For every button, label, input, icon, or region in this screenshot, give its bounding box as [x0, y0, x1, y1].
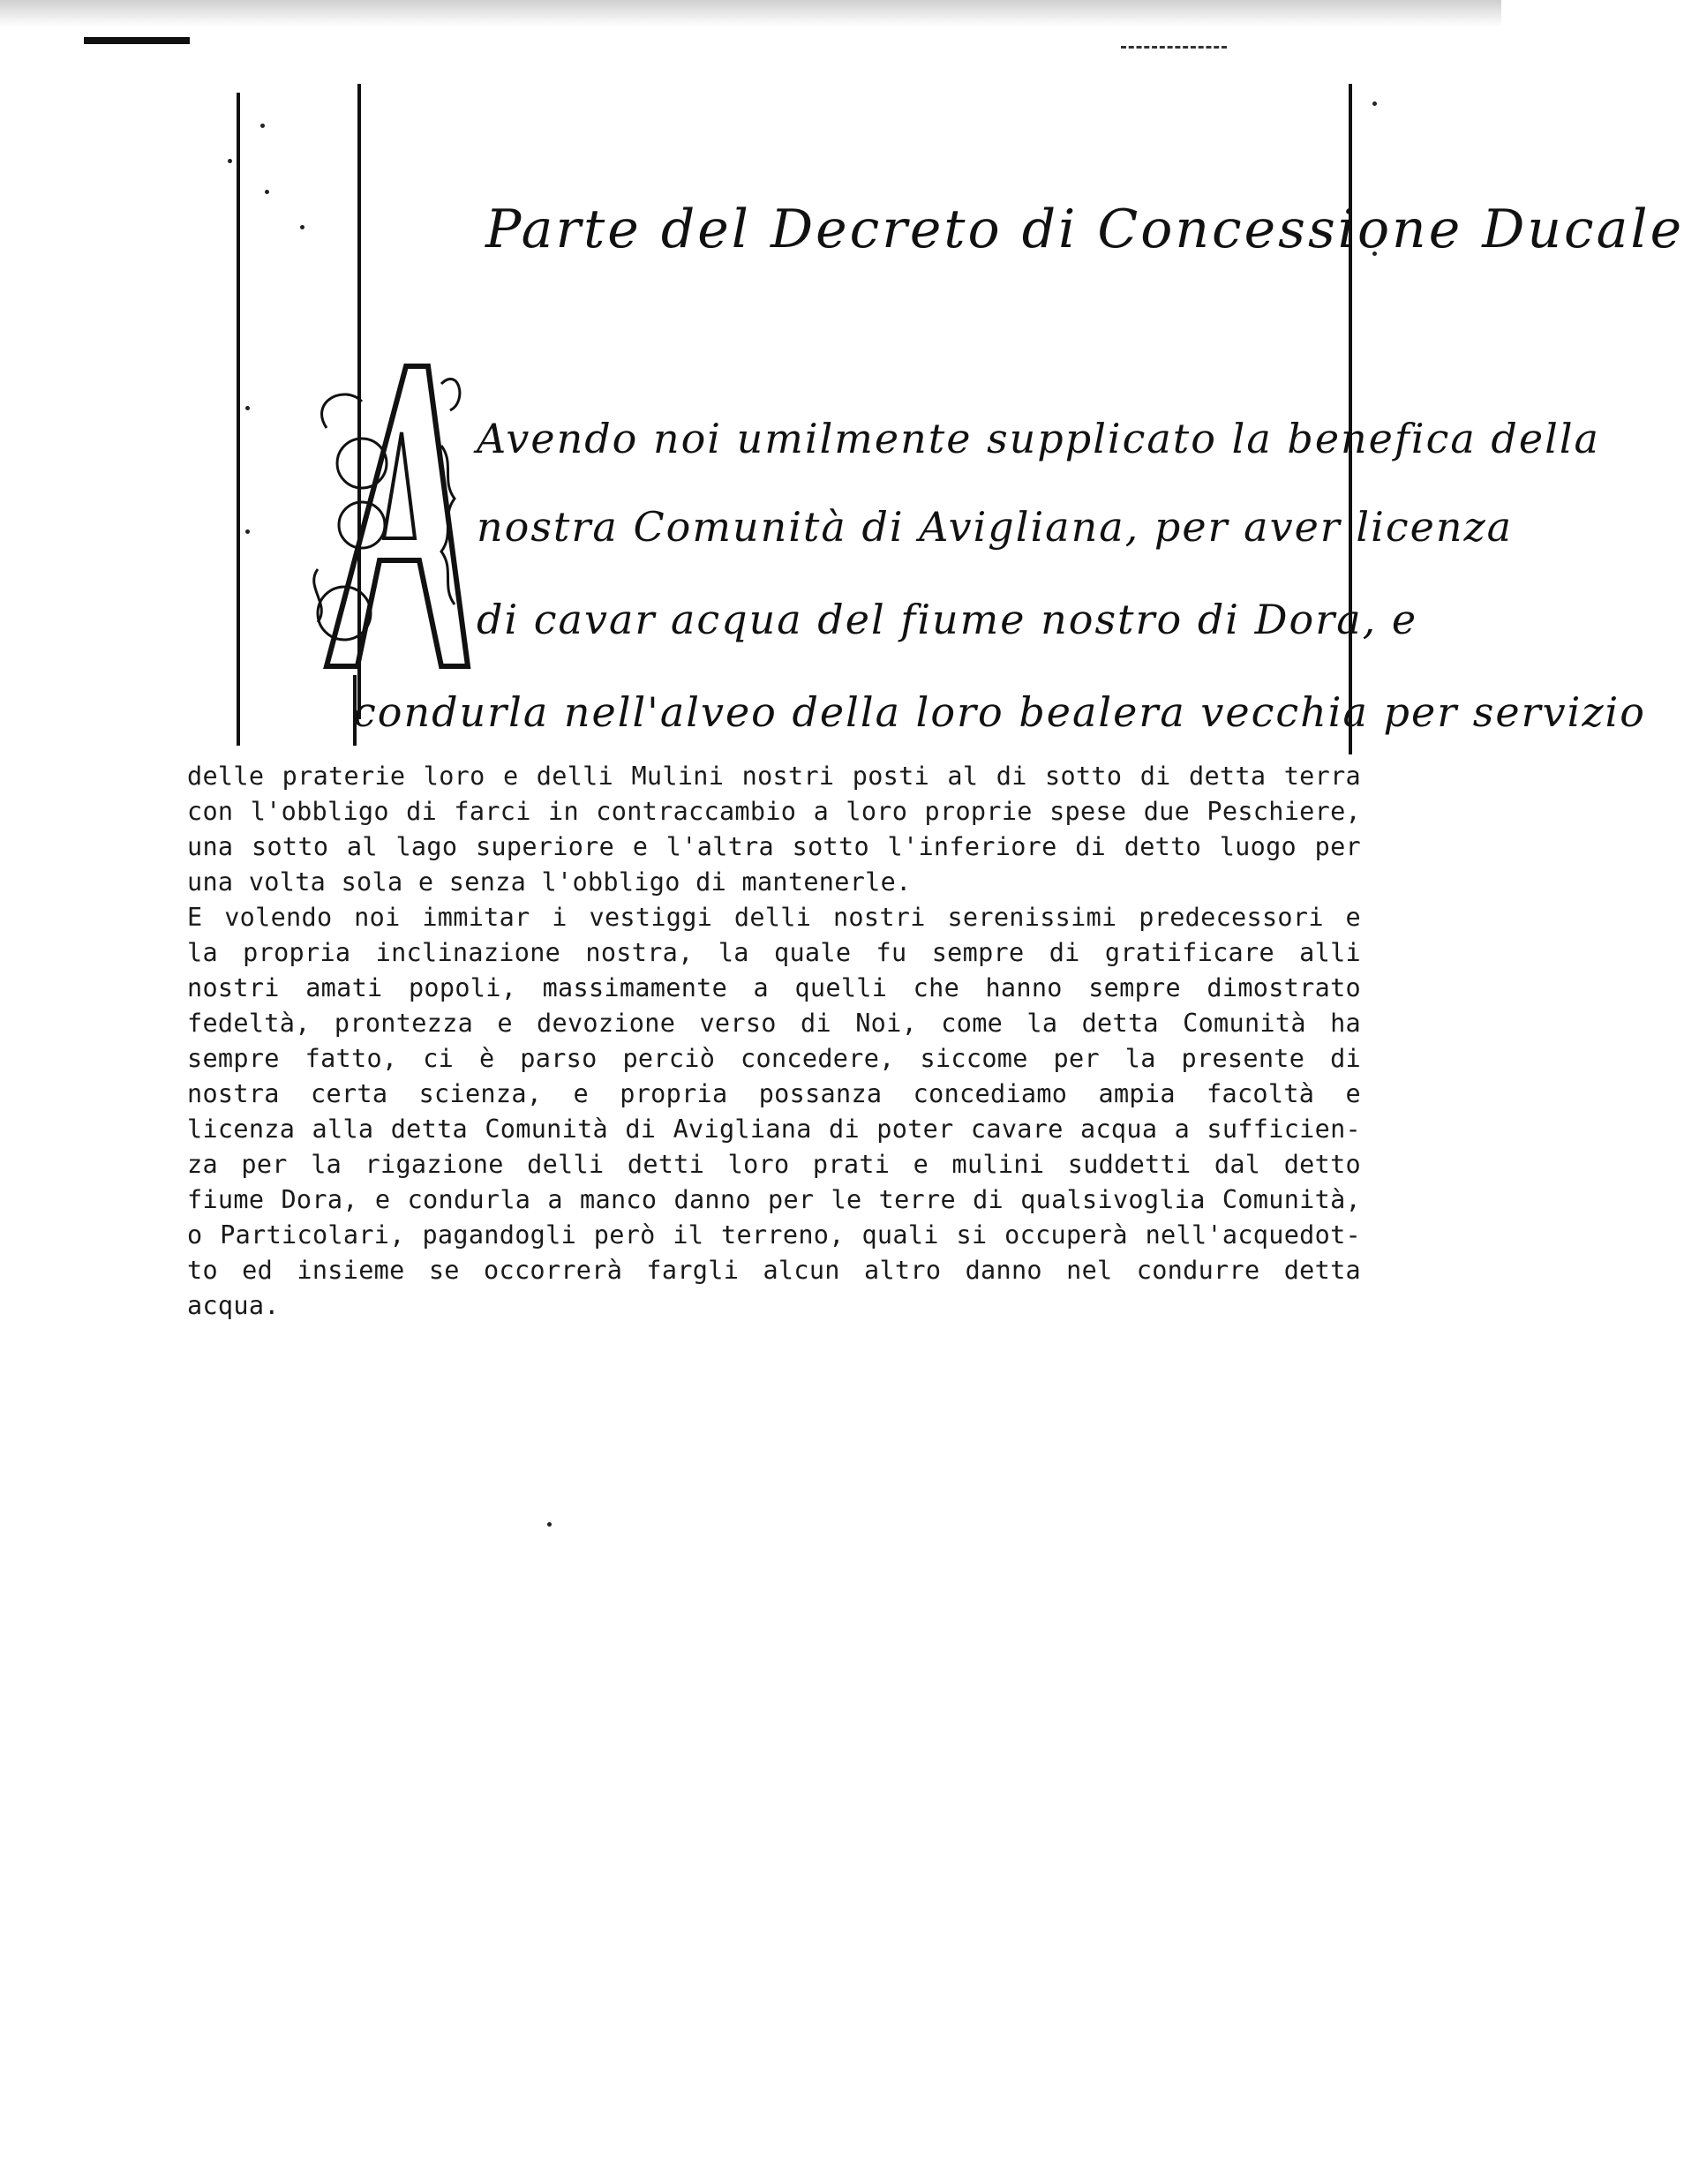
- manuscript-title: Parte del Decreto di Concessione Ducale: [485, 199, 1684, 260]
- transcription-line: sempre fatto, ci è parso perciò concedere, siccome per la presente di: [187, 1044, 1361, 1073]
- manuscript-line: condurla nell'alveo della loro bealera vecchia per servizio: [353, 688, 1646, 736]
- scan-speck: [1372, 101, 1377, 106]
- transcription-line: con l'obbligo di farci in contraccambio a loro proprie spese due Peschiere,: [187, 797, 1361, 826]
- typed-transcription: [187, 759, 1361, 1324]
- transcription-line: fiume Dora, e condurla a manco danno per le terre di qualsivoglia Comunità,: [187, 1185, 1361, 1214]
- transcription-line: delle praterie loro e delli Mulini nostri posti al di sotto di detta terra: [187, 762, 1361, 791]
- manuscript-left-rule: [237, 93, 240, 746]
- transcription-line: o Particolari, pagandogli però il terreno, quali si occuperà nell'acquedot-: [187, 1220, 1361, 1250]
- scan-corner-mark: [84, 37, 190, 44]
- transcription-line: to ed insieme se occorrerà fargli alcun altro danno nel condurre detta: [187, 1256, 1361, 1285]
- transcription-line: acqua.: [187, 1291, 280, 1320]
- transcription-line: una volta sola e senza l'obbligo di mantenerle.: [187, 867, 912, 897]
- manuscript-line: di cavar acqua del fiume nostro di Dora, e: [477, 596, 1418, 643]
- manuscript-facsimile: [221, 84, 1684, 754]
- transcription-line: nostra certa scienza, e propria possanza concediamo ampia facoltà e: [187, 1079, 1361, 1108]
- transcription-line: za per la rigazione delli detti loro prati e mulini suddetti dal detto: [187, 1150, 1361, 1179]
- illuminated-initial-icon: [309, 349, 477, 675]
- scan-corner-dash: [1121, 46, 1227, 51]
- manuscript-line: Avendo noi umilmente supplicato la benefica della: [477, 415, 1600, 462]
- transcription-line: licenza alla detta Comunità di Avigliana di poter cavare acqua a sufficien-: [187, 1115, 1361, 1144]
- manuscript-line: nostra Comunità di Avigliana, per aver licenza: [477, 503, 1514, 551]
- scan-speck: [547, 1522, 552, 1527]
- transcription-line: nostri amati popoli, massimamente a quelli che hanno sempre dimostrato: [187, 973, 1361, 1002]
- scan-top-shadow: [0, 0, 1501, 26]
- transcription-line: fedeltà, prontezza e devozione verso di Noi, come la detta Comunità ha: [187, 1009, 1361, 1038]
- transcription-line: la propria inclinazione nostra, la quale fu sempre di gratificare alli: [187, 938, 1361, 967]
- transcription-line: una sotto al lago superiore e l'altra sotto l'inferiore di detto luogo per: [187, 832, 1361, 861]
- transcription-line: E volendo noi immitar i vestiggi delli nostri serenissimi predecessori e: [187, 903, 1361, 932]
